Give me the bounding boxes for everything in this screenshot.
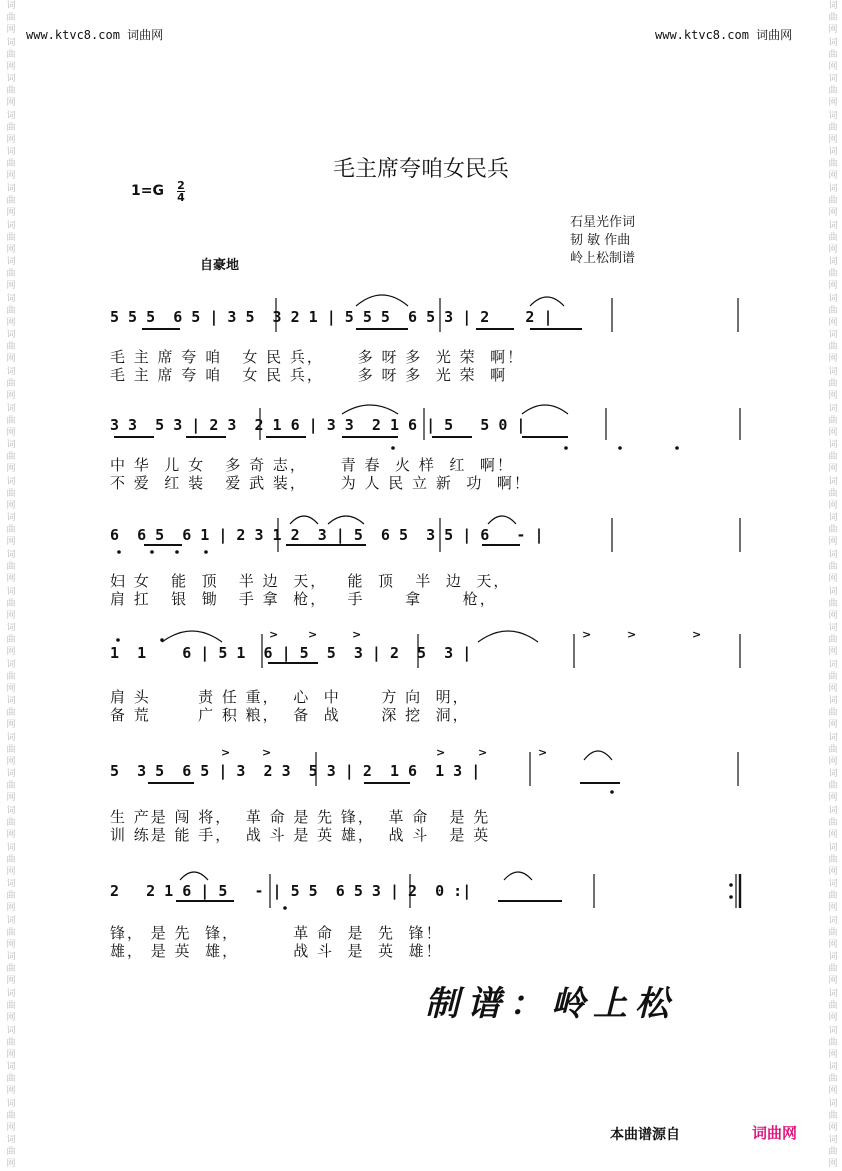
watermark-glyph: 网 [828, 939, 838, 950]
watermark-glyph: 曲 [6, 342, 16, 353]
watermark-glyph: 词 [828, 1, 838, 11]
watermark-glyph: 曲 [828, 1074, 838, 1085]
watermark-glyph: 网 [828, 793, 838, 804]
watermark-glyph: 网 [828, 354, 838, 365]
watermark-glyph: 词 [828, 1098, 838, 1109]
watermark-glyph: 网 [828, 98, 838, 109]
watermark-glyph: 网 [828, 1086, 838, 1097]
watermark-glyph: 网 [828, 866, 838, 877]
watermark-glyph: 曲 [6, 781, 16, 792]
watermark-glyph: 曲 [6, 1110, 16, 1121]
watermark-glyph: 网 [6, 537, 16, 548]
watermark-glyph: 网 [828, 464, 838, 475]
watermark-glyph: 网 [828, 61, 838, 72]
lyrics-line-1a: 毛 主 席 夸 咱 女 民 兵， 多 呀 多 光 荣 啊！ [110, 348, 525, 366]
notes-line-1: 5 5 5 6 5 | 3 5 3 2 1 | 5 5 5 6 5 3 | 2 2 | [110, 308, 553, 326]
watermark-glyph: 网 [6, 134, 16, 145]
watermark-glyph: 词 [6, 440, 16, 451]
watermark-glyph: 曲 [828, 488, 838, 499]
footer-brand-link[interactable]: 词曲网 [752, 1124, 798, 1142]
watermark-glyph: 曲 [828, 122, 838, 133]
watermark-glyph: 词 [828, 659, 838, 670]
watermark-glyph: 网 [828, 500, 838, 511]
notes-line-6: 2 2 1 6 | 5 - | 5 5 6 5 3 | 2 0 :| [110, 882, 472, 900]
watermark-glyph: 曲 [6, 1037, 16, 1048]
watermark-glyph: 词 [6, 183, 16, 194]
watermark-glyph: 曲 [828, 378, 838, 389]
tempo-marking: 自豪地 [200, 258, 240, 273]
watermark-glyph: 网 [6, 793, 16, 804]
watermark-glyph: 词 [6, 1025, 16, 1036]
watermark-glyph: 网 [6, 756, 16, 767]
watermark-glyph: 曲 [828, 305, 838, 316]
watermark-glyph: 网 [828, 207, 838, 218]
watermark-glyph: 曲 [6, 122, 16, 133]
watermark-glyph: 词 [828, 476, 838, 487]
watermark-glyph: 词 [828, 74, 838, 85]
watermark-glyph: 网 [6, 1049, 16, 1060]
svg-text:>: > [352, 628, 362, 641]
watermark-glyph: 词 [6, 659, 16, 670]
watermark-glyph: 词 [6, 257, 16, 268]
watermark-glyph: 词 [6, 74, 16, 85]
watermark-glyph: 网 [828, 427, 838, 438]
watermark-glyph: 曲 [828, 86, 838, 97]
watermark-glyph: 曲 [828, 1001, 838, 1012]
notes-line-2: 3 3 5 3 | 2 3 2 1 6 | 3 3 2 1 6 | 5 5 0 | [110, 416, 526, 434]
watermark-glyph: 曲 [828, 195, 838, 206]
watermark-glyph: 词 [6, 330, 16, 341]
header-site-left[interactable]: www.ktvc8.com 词曲网 [26, 28, 164, 42]
watermark-glyph: 词 [6, 1135, 16, 1146]
watermark-glyph: 网 [6, 25, 16, 35]
watermark-glyph: 词 [828, 147, 838, 158]
watermark-glyph: 网 [828, 647, 838, 658]
watermark-glyph: 词 [6, 696, 16, 707]
watermark-glyph: 曲 [6, 708, 16, 719]
watermark-glyph: 网 [6, 720, 16, 731]
watermark-glyph: 网 [6, 500, 16, 511]
watermark-glyph: 曲 [6, 964, 16, 975]
watermark-glyph: 网 [6, 171, 16, 182]
watermark-glyph: 曲 [828, 342, 838, 353]
watermark-glyph: 曲 [828, 49, 838, 60]
watermark-glyph: 曲 [6, 195, 16, 206]
time-top: 2 [177, 179, 185, 192]
credit-lyricist: 石星光作词 [570, 215, 636, 230]
watermark-glyph: 词 [6, 842, 16, 853]
watermark-glyph: 网 [6, 830, 16, 841]
watermark-glyph: 词 [6, 586, 16, 597]
credit-transcriber: 岭上松制谱 [570, 251, 636, 266]
watermark-glyph: 曲 [828, 891, 838, 902]
svg-text:>: > [582, 628, 592, 641]
lyrics-line-2a: 中 华 儿 女 多 奇 志， 青 春 火 样 红 啊！ [110, 456, 514, 474]
watermark-glyph: 曲 [6, 13, 16, 23]
lyrics-line-6a: 锋， 是 先 锋， 革 命 是 先 锋！ [110, 924, 443, 942]
lyrics-line-6b: 雄， 是 英 雄， 战 斗 是 英 雄！ [110, 942, 443, 960]
watermark-glyph: 词 [828, 110, 838, 121]
watermark-glyph: 网 [6, 683, 16, 694]
svg-text:>: > [262, 746, 272, 759]
watermark-glyph: 网 [828, 573, 838, 584]
watermark-glyph: 曲 [6, 378, 16, 389]
watermark-glyph: 词 [6, 37, 16, 48]
watermark-glyph: 词 [828, 549, 838, 560]
watermark-glyph: 曲 [6, 671, 16, 682]
watermark-glyph: 词 [828, 586, 838, 597]
watermark-glyph: 曲 [6, 1147, 16, 1158]
watermark-glyph: 网 [6, 610, 16, 621]
svg-text:>: > [221, 746, 231, 759]
watermark-glyph: 词 [6, 879, 16, 890]
watermark-glyph: 曲 [828, 598, 838, 609]
watermark-glyph: 网 [828, 720, 838, 731]
watermark-glyph: 网 [828, 281, 838, 292]
svg-text:>: > [627, 628, 637, 641]
watermark-glyph: 网 [6, 390, 16, 401]
watermark-glyph: 曲 [828, 854, 838, 865]
watermark-glyph: 网 [828, 903, 838, 914]
lyrics-line-4b: 备 荒 广 积 粮， 备 战 深 挖 洞， [110, 706, 470, 724]
watermark-glyph: 词 [828, 183, 838, 194]
watermark-glyph: 网 [6, 939, 16, 950]
watermark-glyph: 曲 [828, 744, 838, 755]
watermark-glyph: 网 [828, 610, 838, 621]
watermark-glyph: 网 [828, 134, 838, 145]
watermark-glyph: 曲 [6, 452, 16, 463]
svg-text:>: > [478, 746, 488, 759]
watermark-glyph: 词 [6, 806, 16, 817]
header-site-right[interactable]: www.ktvc8.com 词曲网 [655, 28, 793, 42]
lyrics-line-2b: 不 爱 红 装 爱 武 装， 为 人 民 立 新 功 啊！ [110, 474, 531, 492]
watermark-glyph: 曲 [6, 854, 16, 865]
watermark-glyph: 曲 [828, 927, 838, 938]
watermark-glyph: 网 [828, 1122, 838, 1133]
watermark-glyph: 词 [828, 769, 838, 780]
transcriber-signature: 制谱：岭上松 [425, 984, 677, 1024]
watermark-glyph: 词 [828, 732, 838, 743]
svg-text:>: > [692, 628, 702, 641]
watermark-glyph: 词 [828, 403, 838, 414]
lyrics-line-3a: 妇 女 能 顶 半 边 天， 能 顶 半 边 天， [110, 572, 511, 590]
watermark-glyph: 网 [828, 683, 838, 694]
notes-line-4: 1 1 6 | 5 1 6 | 5 5 3 | 2 5 3 | [110, 644, 472, 662]
watermark-glyph: 词 [6, 147, 16, 158]
svg-text:>: > [538, 746, 548, 759]
watermark-glyph: 曲 [6, 49, 16, 60]
watermark-glyph: 词 [828, 952, 838, 963]
watermark-glyph: 词 [6, 1, 16, 11]
watermark-glyph: 词 [6, 769, 16, 780]
watermark-glyph: 网 [6, 464, 16, 475]
watermark-glyph: 词 [6, 915, 16, 926]
svg-text:>: > [308, 628, 318, 641]
watermark-glyph: 网 [828, 25, 838, 35]
watermark-glyph: 曲 [6, 232, 16, 243]
watermark-glyph: 曲 [828, 964, 838, 975]
watermark-glyph: 网 [6, 1159, 16, 1170]
watermark-glyph: 词 [828, 623, 838, 634]
watermark-glyph: 网 [828, 390, 838, 401]
watermark-glyph: 词 [6, 513, 16, 524]
watermark-glyph: 词 [828, 1062, 838, 1073]
watermark-glyph: 词 [828, 806, 838, 817]
watermark-glyph: 网 [6, 244, 16, 255]
lyrics-line-3b: 肩 扛 银 锄 手 拿 枪， 手 拿 枪， [110, 590, 497, 608]
watermark-glyph: 网 [6, 1122, 16, 1133]
watermark-glyph: 网 [828, 244, 838, 255]
watermark-glyph: 网 [6, 427, 16, 438]
watermark-glyph: 网 [6, 317, 16, 328]
watermark-glyph: 曲 [6, 1074, 16, 1085]
watermark-glyph: 词 [828, 293, 838, 304]
watermark-glyph: 曲 [6, 744, 16, 755]
watermark-glyph: 网 [828, 171, 838, 182]
watermark-glyph: 曲 [828, 1110, 838, 1121]
watermark-glyph: 词 [828, 257, 838, 268]
watermark-glyph: 曲 [828, 781, 838, 792]
watermark-glyph: 曲 [828, 1037, 838, 1048]
watermark-glyph: 曲 [828, 525, 838, 536]
credit-composer: 韧 敏 作曲 [570, 233, 631, 248]
watermark-glyph: 词 [6, 549, 16, 560]
watermark-glyph: 词 [6, 403, 16, 414]
watermark-glyph: 网 [6, 1086, 16, 1097]
watermark-glyph: 词 [828, 696, 838, 707]
watermark-glyph: 词 [6, 989, 16, 1000]
watermark-glyph: 网 [828, 1013, 838, 1024]
footer-source-label: 本曲谱源自 [610, 1127, 680, 1143]
watermark-glyph: 网 [828, 756, 838, 767]
watermark-glyph: 网 [6, 647, 16, 658]
watermark-glyph: 网 [828, 1159, 838, 1170]
notes-line-3: 6 6 5 6 1 | 2 3 1 2 3 | 5 6 5 3 5 | 6 - | [110, 526, 544, 544]
watermark-glyph: 词 [6, 220, 16, 231]
key-signature: 1=G [131, 183, 164, 199]
watermark-glyph: 网 [828, 537, 838, 548]
watermark-glyph: 曲 [828, 671, 838, 682]
watermark-glyph: 词 [828, 1025, 838, 1036]
lyrics-line-4a: 肩 头 责 任 重， 心 中 方 向 明， [110, 688, 470, 706]
watermark-glyph: 词 [828, 513, 838, 524]
watermark-glyph: 网 [6, 281, 16, 292]
watermark-glyph: 网 [6, 903, 16, 914]
watermark-glyph: 词 [828, 37, 838, 48]
watermark-glyph: 网 [828, 976, 838, 987]
watermark-glyph: 曲 [828, 13, 838, 23]
watermark-glyph: 曲 [828, 232, 838, 243]
watermark-glyph: 曲 [828, 818, 838, 829]
lyrics-line-1b: 毛 主 席 夸 咱 女 民 兵， 多 呀 多 光 荣 啊 [110, 366, 508, 384]
watermark-glyph: 网 [6, 354, 16, 365]
watermark-glyph: 曲 [6, 269, 16, 280]
watermark-glyph: 曲 [828, 1147, 838, 1158]
watermark-glyph: 词 [828, 879, 838, 890]
watermark-glyph: 词 [828, 1135, 838, 1146]
watermark-glyph: 词 [828, 440, 838, 451]
watermark-glyph: 词 [6, 476, 16, 487]
watermark-glyph: 曲 [6, 561, 16, 572]
lyrics-line-5a: 生 产是 闯 将， 革 命 是 先 锋， 革 命 是 先 [110, 808, 491, 826]
song-title: 毛主席夸咱女民兵 [332, 157, 509, 182]
watermark-glyph: 曲 [6, 305, 16, 316]
watermark-glyph: 词 [828, 330, 838, 341]
watermark-glyph: 词 [828, 915, 838, 926]
watermark-glyph: 曲 [6, 159, 16, 170]
watermark-glyph: 曲 [6, 86, 16, 97]
watermark-glyph: 网 [6, 866, 16, 877]
svg-text:>: > [269, 628, 279, 641]
watermark-glyph: 词 [6, 1098, 16, 1109]
watermark-glyph: 词 [6, 732, 16, 743]
watermark-glyph: 曲 [6, 1001, 16, 1012]
watermark-glyph: 词 [6, 1062, 16, 1073]
watermark-glyph: 网 [828, 1049, 838, 1060]
watermark-glyph: 曲 [828, 159, 838, 170]
lyrics-line-5b: 训 练是 能 手， 战 斗 是 英 雄， 战 斗 是 英 [110, 826, 491, 844]
watermark-glyph: 网 [6, 976, 16, 987]
watermark-glyph: 词 [828, 989, 838, 1000]
watermark-glyph: 网 [6, 1013, 16, 1024]
watermark-glyph: 曲 [6, 818, 16, 829]
watermark-glyph: 网 [828, 317, 838, 328]
watermark-glyph: 曲 [828, 269, 838, 280]
time-bottom: 4 [177, 191, 185, 204]
watermark-glyph: 曲 [828, 635, 838, 646]
watermark-glyph: 词 [6, 110, 16, 121]
watermark-glyph: 曲 [6, 927, 16, 938]
watermark-glyph: 曲 [6, 635, 16, 646]
watermark-glyph: 词 [6, 293, 16, 304]
watermark-glyph: 曲 [828, 415, 838, 426]
watermark-glyph: 网 [828, 830, 838, 841]
watermark-glyph: 词 [6, 952, 16, 963]
watermark-glyph: 曲 [828, 708, 838, 719]
watermark-glyph: 曲 [6, 891, 16, 902]
watermark-glyph: 曲 [6, 488, 16, 499]
watermark-glyph: 曲 [6, 598, 16, 609]
watermark-glyph: 曲 [6, 415, 16, 426]
watermark-glyph: 词 [6, 623, 16, 634]
watermark-glyph: 词 [828, 842, 838, 853]
watermark-glyph: 网 [6, 61, 16, 72]
notes-line-5: 5 3 5 6 5 | 3 2 3 5 3 | 2 1 6 1 3 | [110, 762, 481, 780]
watermark-glyph: 曲 [828, 561, 838, 572]
watermark-glyph: 网 [6, 98, 16, 109]
watermark-glyph: 词 [828, 220, 838, 231]
watermark-glyph: 曲 [6, 525, 16, 536]
watermark-glyph: 词 [828, 366, 838, 377]
watermark-glyph: 网 [6, 573, 16, 584]
watermark-glyph: 词 [6, 366, 16, 377]
watermark-glyph: 网 [6, 207, 16, 218]
svg-text:>: > [436, 746, 446, 759]
watermark-glyph: 曲 [828, 452, 838, 463]
